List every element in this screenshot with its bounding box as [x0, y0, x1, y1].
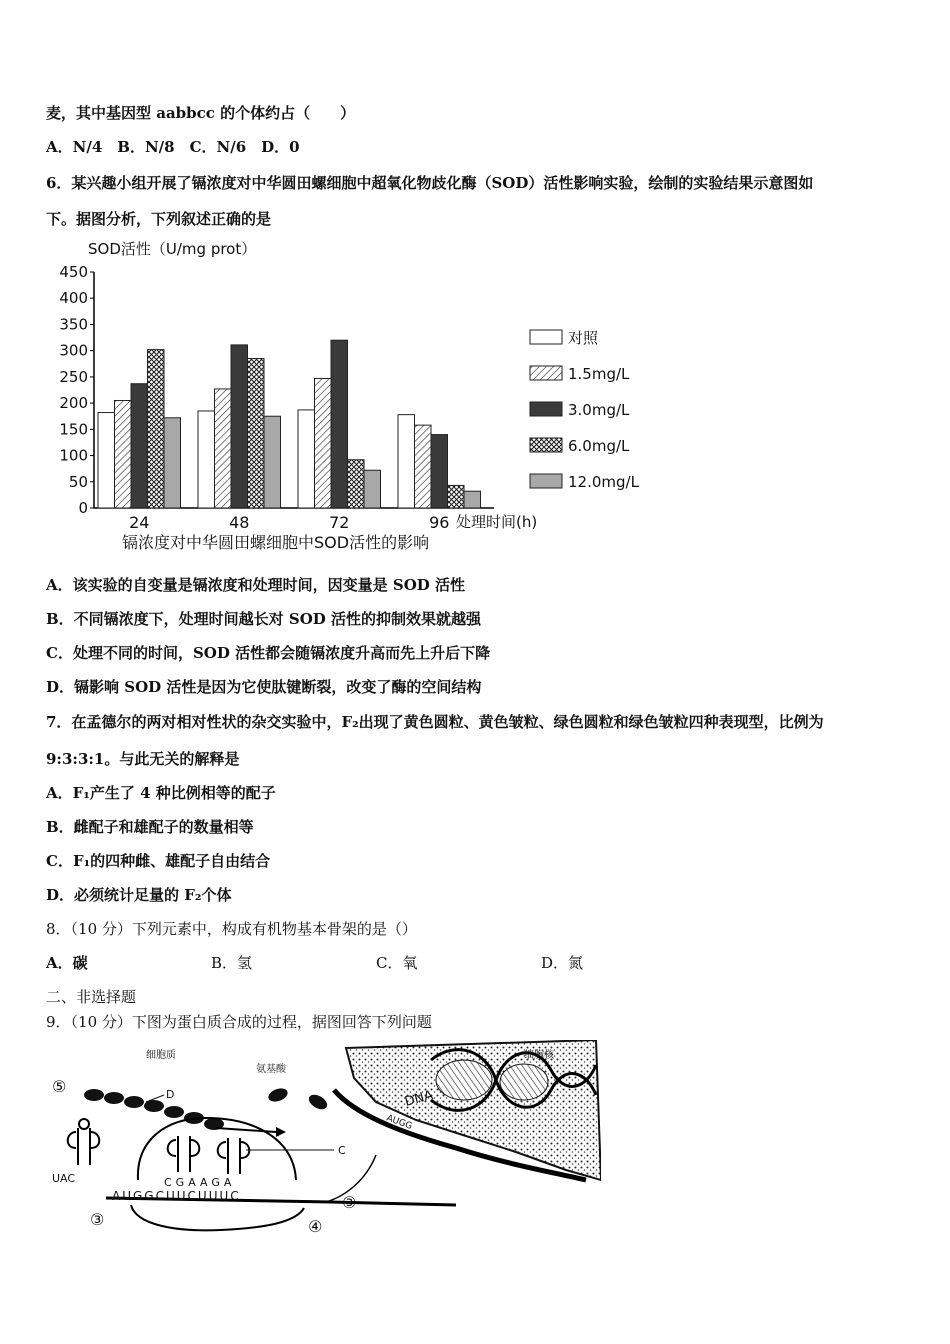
mark-3-left: ③	[90, 1210, 105, 1229]
x-tick-label: 24	[129, 513, 150, 532]
bar-48h-6.0mg/L	[248, 359, 265, 508]
label-C: C	[338, 1144, 346, 1157]
y-tick-label: 300	[59, 341, 88, 360]
legend-swatch	[530, 474, 562, 488]
bar-24h-1.5mg/L	[115, 400, 132, 508]
q8-options	[46, 952, 583, 973]
amino-acid-label: 氨基酸	[256, 1064, 286, 1075]
bar-96h-12.0mg/L	[464, 491, 481, 508]
mrna-left-label: AUGG	[384, 1113, 414, 1132]
q6-option-c: C．处理不同的时间，SOD 活性都会随镉浓度升高而先上升后下降	[46, 644, 491, 662]
y-tick-label: 150	[59, 420, 88, 439]
bar-48h-1.5mg/L	[215, 389, 232, 508]
q8-option-c: C．氧	[376, 954, 418, 972]
bar-48h-对照	[198, 411, 215, 508]
dna-label: DNA	[403, 1087, 435, 1110]
legend-swatch	[530, 438, 562, 452]
bar-72h-对照	[298, 410, 315, 508]
q5-tail: 麦，其中基因型 aabbcc 的个体约占（ ）	[46, 104, 356, 122]
q6-option-a: A．该实验的自变量是镉浓度和处理时间，因变量是 SOD 活性	[46, 576, 465, 594]
q7-option-c: C．F₁的四种雌、雄配子自由结合	[46, 852, 271, 870]
chart-title: 镉浓度对中华圆田螺细胞中SOD活性的影响	[122, 533, 430, 552]
y-tick-label: 450	[59, 263, 88, 281]
label-D: D	[166, 1088, 175, 1101]
chart-xlabel: 处理时间(h)	[456, 513, 538, 531]
sod-bar-chart	[44, 232, 664, 557]
codons-label: AUGGCUUCUUUC	[112, 1189, 241, 1203]
bar-96h-对照	[398, 415, 415, 508]
q7-option-a: A．F₁产生了 4 种比例相等的配子	[46, 784, 276, 802]
ribosome-small-subunit	[131, 1205, 304, 1230]
q8-option-a: A．碳	[46, 954, 88, 972]
chart-legend	[530, 329, 640, 491]
anticodon-label: UAC	[52, 1172, 76, 1185]
y-tick-label: 100	[59, 446, 88, 465]
legend-label: 6.0mg/L	[568, 437, 630, 455]
legend-label: 对照	[568, 329, 599, 347]
bar-24h-12.0mg/L	[164, 418, 181, 508]
bar-72h-12.0mg/L	[364, 470, 381, 508]
bar-48h-3.0mg/L	[231, 345, 248, 508]
q5-options: A．N/4 B．N/8 C．N/6 D．0	[46, 138, 300, 156]
bar-24h-6.0mg/L	[148, 350, 165, 508]
q6-stem-line2: 下。据图分析，下列叙述正确的是	[46, 210, 272, 228]
q6-option-d: D．镉影响 SOD 活性是因为它使肽键断裂，改变了酶的空间结构	[46, 678, 482, 696]
mark-4: ④	[308, 1217, 323, 1236]
q7-stem-line2: 9:3:3:1。与此无关的解释是	[46, 750, 240, 768]
section-heading: 二、非选择题	[46, 988, 137, 1006]
q6-stem-line1: 6．某兴趣小组开展了镉浓度对中华圆田螺细胞中超氧化物歧化酶（SOD）活性影响实验，绘制的实验结果示意图如	[46, 174, 814, 192]
polypeptide-chain	[84, 1089, 224, 1130]
legend-swatch	[530, 330, 562, 344]
peptide-arrow	[216, 1128, 276, 1132]
x-tick-label: 72	[329, 513, 350, 532]
x-tick-label: 48	[229, 513, 250, 532]
legend-swatch	[530, 366, 562, 380]
legend-swatch	[530, 402, 562, 416]
amino-acid	[306, 1092, 329, 1112]
legend-label: 12.0mg/L	[568, 473, 639, 491]
q8-option-d: D．氮	[541, 954, 584, 972]
y-tick-label: 350	[59, 315, 88, 334]
amino-acid	[267, 1086, 290, 1104]
y-tick-label: 200	[59, 394, 88, 413]
q8-stem: 8．（10 分）下列元素中，构成有机物基本骨架的是（）	[46, 920, 417, 938]
bar-72h-3.0mg/L	[331, 340, 348, 508]
y-tick-label: 250	[59, 367, 88, 386]
bar-96h-3.0mg/L	[431, 435, 448, 508]
cytoplasm-label: 细胞质	[146, 1050, 176, 1061]
trna-left	[68, 1119, 100, 1165]
q6-option-b: B．不同镉浓度下，处理时间越长对 SOD 活性的抑制效果就越强	[46, 610, 482, 628]
chart-plot-area	[59, 263, 494, 532]
mark-3-right: ③	[342, 1193, 357, 1212]
bar-48h-12.0mg/L	[264, 416, 281, 508]
legend-label: 1.5mg/L	[568, 365, 630, 383]
trna-right	[218, 1138, 250, 1174]
bar-24h-3.0mg/L	[131, 384, 148, 508]
y-tick-label: 0	[78, 499, 88, 517]
trna-middle	[168, 1136, 200, 1172]
protein-synthesis-figure	[46, 1040, 601, 1240]
q9-stem: 9．（10 分）下图为蛋白质合成的过程，据图回答下列问题	[46, 1013, 432, 1031]
bar-72h-6.0mg/L	[348, 460, 365, 508]
x-tick-label: 96	[429, 513, 450, 532]
bar-72h-1.5mg/L	[315, 378, 332, 508]
q7-option-b: B．雌配子和雄配子的数量相等	[46, 818, 254, 836]
q8-option-b: B．氢	[211, 954, 253, 972]
legend-label: 3.0mg/L	[568, 401, 630, 419]
q7-option-d: D．必须统计足量的 F₂个体	[46, 886, 232, 904]
bar-96h-1.5mg/L	[415, 425, 432, 508]
nucleus-label: 细胞核	[524, 1050, 554, 1061]
peptide-arrow-head	[276, 1127, 286, 1137]
trna-codes: CGAAGA	[164, 1176, 236, 1189]
q7-stem-line1: 7．在孟德尔的两对相对性状的杂交实验中，F₂出现了黄色圆粒、黄色皱粒、绿色圆粒和绿色皱粒四种表现型，比例为	[46, 713, 824, 731]
bar-24h-对照	[98, 413, 115, 508]
mark-5: ⑤	[52, 1077, 67, 1096]
y-tick-label: 50	[68, 472, 88, 491]
chart-ylabel: SOD活性（U/mg prot）	[88, 240, 257, 258]
y-tick-label: 400	[59, 289, 88, 308]
bar-96h-6.0mg/L	[448, 485, 465, 508]
